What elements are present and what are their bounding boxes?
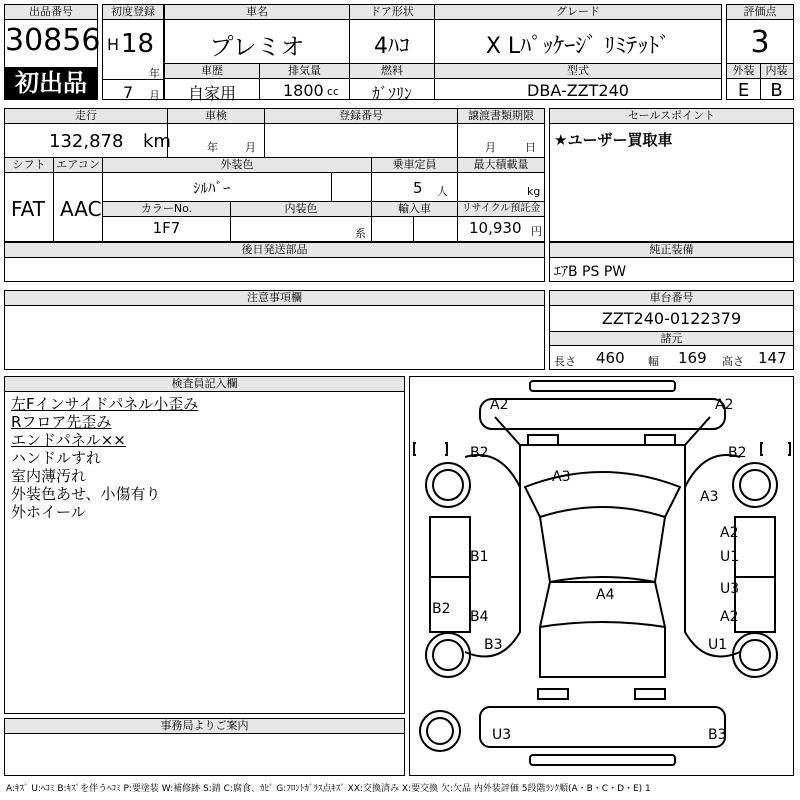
damage-code-label: A4 xyxy=(596,587,615,603)
interior-color-unit: 系 xyxy=(355,227,366,240)
mileage-unit: km xyxy=(143,131,171,152)
grade-label: グレード xyxy=(435,5,721,20)
inspector-line: 左Fインサイドパネル小歪み xyxy=(11,395,199,413)
score-value: 3 xyxy=(750,25,770,60)
era: H xyxy=(107,35,120,54)
color-no-value: 1F7 xyxy=(152,219,181,237)
shift-label: シフト xyxy=(5,158,53,173)
damage-code-label: A3 xyxy=(552,469,571,485)
door-label: ドア形状 xyxy=(350,5,434,20)
width-label: 幅 xyxy=(648,355,659,368)
chassis-label: 車台番号 xyxy=(550,291,793,306)
lot-number-label: 出品番号 xyxy=(5,5,97,20)
chassis-box xyxy=(549,290,794,370)
inspector-lines xyxy=(11,395,198,521)
dims-label: 諸元 xyxy=(550,331,793,346)
year-unit: 年 xyxy=(149,67,160,80)
recycle-label: リサイクル預託金 xyxy=(458,202,544,217)
recycle-value: 10,930 xyxy=(469,219,522,237)
inspector-line: エンドパネル×× xyxy=(11,431,126,449)
later-parts-box xyxy=(4,242,545,282)
ac-label: エアコン xyxy=(54,158,102,173)
exterior-color-label: 外装色 xyxy=(103,158,371,173)
history-label: 車歴 xyxy=(165,64,259,79)
damage-code-label: B2 xyxy=(432,601,451,617)
damage-code-label: A2 xyxy=(715,397,734,413)
inspector-line: 室内薄汚れ xyxy=(11,467,87,485)
transfer-day-unit: 日 xyxy=(525,141,536,154)
damage-code-label: U1 xyxy=(708,637,728,653)
capacity-unit: 人 xyxy=(437,185,448,198)
displacement-label: 排気量 xyxy=(260,64,349,79)
transfer-label: 譲渡書類期限 xyxy=(458,109,544,124)
office-label: 事務局よりご案内 xyxy=(5,719,404,734)
interior-score: B xyxy=(770,80,783,101)
damage-code-label: U3 xyxy=(492,727,512,743)
reg-number-label: 登録番号 xyxy=(265,109,457,124)
recycle-unit: 円 xyxy=(531,225,542,238)
damage-code-label: B2 xyxy=(470,445,489,461)
sales-point-label: セールスポイント xyxy=(550,109,793,124)
sales-point-box xyxy=(549,108,794,242)
height-label: 高さ xyxy=(722,355,744,368)
color-no-label: カラーNo. xyxy=(103,202,230,217)
equipment-text: ｴｱB PS PW xyxy=(554,264,627,280)
inspector-line: 外ホイール xyxy=(11,503,86,521)
capacity-label: 乗車定員 xyxy=(372,158,457,173)
later-parts-label: 後日発送部品 xyxy=(5,243,544,258)
exterior-score: E xyxy=(737,80,750,101)
car-diagram xyxy=(410,377,793,775)
notes-box xyxy=(4,290,545,370)
score-label: 評価点 xyxy=(727,5,793,20)
load-label: 最大積載量 xyxy=(458,158,544,173)
inspector-box xyxy=(4,376,405,714)
inspection-month-unit: 月 xyxy=(245,141,256,154)
first-listing-badge: 初出品 xyxy=(5,67,97,99)
damage-code-label: B3 xyxy=(708,727,727,743)
model-value: DBA-ZZT240 xyxy=(527,81,629,100)
height-value: 147 xyxy=(758,349,787,367)
history-value: 自家用 xyxy=(187,84,236,103)
damage-code-label: U3 xyxy=(720,581,740,597)
office-box xyxy=(4,718,405,776)
first-reg-box xyxy=(102,4,164,100)
displacement-unit: cc xyxy=(327,85,340,98)
interior-color-label: 内装色 xyxy=(231,202,371,217)
grade-value: X Lﾊﾟｯｹｰｼﾞ ﾘﾐﾃｯﾄﾞ xyxy=(485,34,671,59)
shift-value: FAT xyxy=(11,197,46,221)
legend-footer: A:ｷｽﾞ U:ﾍｺﾐ B:ｷｽﾞを伴うﾍｺﾐ P:要塗装 W:補修跡 S:錆 C:腐食、ｶﾋﾞ G:ﾌﾛﾝﾄｶﾞﾗｽ点ｷｽﾞ XX:交換済み X:要交換 欠:欠品 内外装評価 5段階ﾗﾝｸ順(A・B・C・D・E) 1 xyxy=(6,784,651,794)
lot-box xyxy=(4,4,101,100)
transfer-month-unit: 月 xyxy=(485,141,496,154)
damage-code-label: B3 xyxy=(484,637,503,653)
exterior-label: 外装 xyxy=(727,64,760,79)
fuel-label: 燃料 xyxy=(350,64,434,79)
mileage-value: 132,878 xyxy=(49,131,124,152)
month-unit: 月 xyxy=(149,89,160,102)
car-info-box xyxy=(164,4,722,103)
inspection-label: 車検 xyxy=(168,109,264,124)
inspection-year-unit: 年 xyxy=(207,141,218,154)
length-value: 460 xyxy=(596,349,625,367)
inspector-line: ハンドルすれ xyxy=(11,449,102,467)
car-name: プレミオ xyxy=(209,33,305,61)
damage-code-label: B4 xyxy=(470,609,489,625)
inspector-label: 検査員記入欄 xyxy=(5,377,404,392)
sales-point-text: ★ユーザー買取車 xyxy=(554,131,673,149)
import-label: 輸入車 xyxy=(372,202,457,217)
chassis-number: ZZT240-0122379 xyxy=(601,309,742,328)
inspector-line: 外装色あせ、小傷有り xyxy=(11,485,161,503)
damage-code-label: B2 xyxy=(728,445,747,461)
notes-label: 注意事項欄 xyxy=(5,291,544,306)
damage-code-label: A2 xyxy=(720,609,739,625)
damage-code-label: B1 xyxy=(470,549,489,565)
capacity-value: 5 xyxy=(413,179,423,197)
year-value: 18 xyxy=(121,29,155,59)
displacement-value: 1800 xyxy=(283,81,324,100)
damage-diagram-box xyxy=(409,376,794,776)
interior-label: 内装 xyxy=(760,64,793,79)
load-unit: kg xyxy=(527,185,541,198)
first-reg-label: 初度登録 xyxy=(103,5,163,20)
damage-code-label: A2 xyxy=(720,525,739,541)
lot-number: 30856 xyxy=(5,23,101,58)
exterior-color-value: ｼﾙﾊﾞｰ xyxy=(193,179,231,197)
length-label: 長さ xyxy=(554,355,576,368)
month-value: 7 xyxy=(123,83,134,102)
width-value: 169 xyxy=(678,349,707,367)
model-label: 型式 xyxy=(435,64,721,79)
equipment-label: 純正装備 xyxy=(550,243,793,258)
car-name-label: 車名 xyxy=(165,5,349,20)
ac-value: AAC xyxy=(60,197,102,221)
equipment-box xyxy=(549,242,794,282)
mileage-label: 走行 xyxy=(5,109,167,124)
damage-code-label: U1 xyxy=(720,549,740,565)
damage-code-label: A2 xyxy=(490,397,509,413)
details-box xyxy=(4,108,545,242)
damage-code-label: A3 xyxy=(700,489,719,505)
door-value: 4ﾊｺ xyxy=(374,34,410,59)
score-box xyxy=(726,4,794,100)
fuel-value: ｶﾞｿﾘﾝ xyxy=(371,84,412,103)
inspector-line: Rフロア先歪み xyxy=(11,413,112,431)
